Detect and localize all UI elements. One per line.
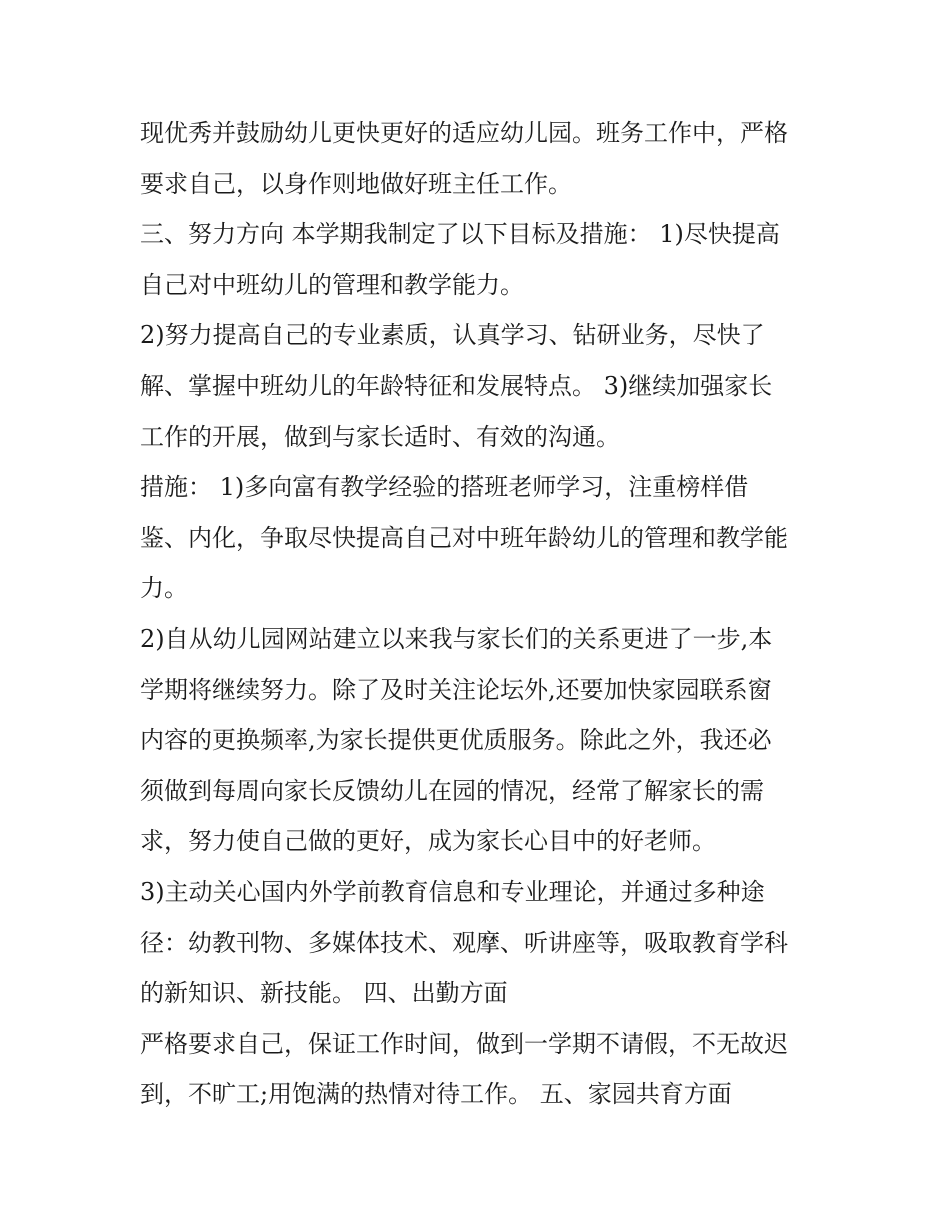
section-heading-line: 的新知识、新技能。 四、出勤方面: [140, 979, 508, 1008]
text-line: 严格要求自己，保证工作时间，做到一学期不请假，不无故迟: [140, 1029, 788, 1058]
text-line: 鉴、内化，争取尽快提高自己对中班年龄幼儿的管理和教学能: [140, 523, 788, 552]
text-line: 解、掌握中班幼儿的年龄特征和发展特点。 3)继续加强家长: [140, 371, 773, 400]
text-line: 要求自己，以身作则地做好班主任工作。: [140, 169, 572, 198]
text-line: 求，努力使自己做的更好，成为家长心目中的好老师。: [140, 827, 716, 856]
text-line: 2)自从幼儿园网站建立以来我与家长们的关系更进了一步,本: [140, 624, 773, 653]
text-line: 措施： 1)多向富有教学经验的搭班老师学习，注重榜样借: [140, 473, 749, 502]
text-line: 须做到每周向家长反馈幼儿在园的情况，经常了解家长的需: [140, 776, 764, 805]
text-line: 工作的开展，做到与家长适时、有效的沟通。: [140, 422, 620, 451]
section-heading-line: 到，不旷工;用饱满的热情对待工作。 五、家园共育方面: [140, 1080, 732, 1109]
text-line: 3)主动关心国内外学前教育信息和专业理论，并通过多种途: [140, 877, 765, 906]
text-line: 径：幼教刊物、多媒体技术、观摩、听讲座等，吸取教育学科: [140, 928, 788, 957]
document-body: [140, 108, 830, 1120]
text-line: 力。: [140, 574, 188, 603]
text-line: 2)努力提高自己的专业素质，认真学习、钻研业务，尽快了: [140, 321, 765, 350]
text-line: 学期将继续努力。除了及时关注论坛外,还要加快家园联系窗: [140, 675, 772, 704]
section-heading-line: 三、努力方向 本学期我制定了以下目标及措施： 1)尽快提高: [140, 220, 780, 249]
text-line: 现优秀并鼓励幼儿更快更好的适应幼儿园。班务工作中，严格: [140, 119, 788, 147]
text-line: 自己对中班幼儿的管理和教学能力。: [140, 270, 524, 299]
text-line: 内容的更换频率,为家长提供更优质服务。除此之外，我还必: [140, 726, 772, 755]
